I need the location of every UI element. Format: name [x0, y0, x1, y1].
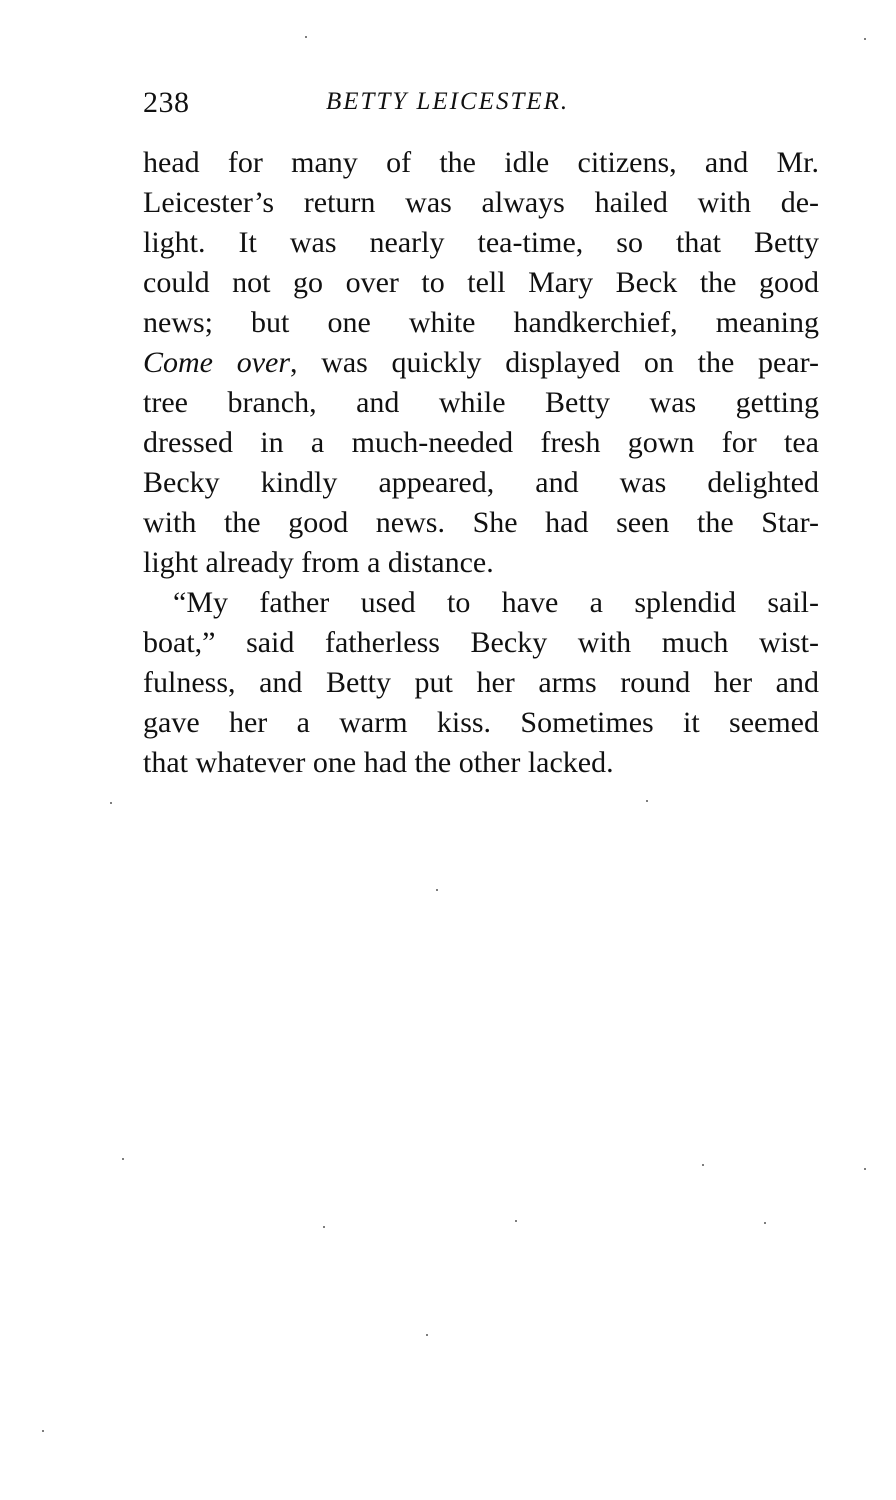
- text-line: light. It was nearly tea-time, so that Betty: [143, 226, 819, 259]
- text-line: with the good news. She had seen the Star-: [143, 506, 819, 539]
- paper-speck: [864, 38, 866, 40]
- text-line: boat,” said fatherless Becky with much wist-: [143, 626, 819, 659]
- text-line: Leicester’s return was always hailed with de-: [143, 186, 819, 219]
- text-line: dressed in a much-needed fresh gown for tea: [143, 426, 819, 459]
- paper-speck: [122, 1158, 124, 1160]
- text-line: gave her a warm kiss. Sometimes it seemed: [143, 706, 819, 739]
- running-title: BETTY LEICESTER.: [326, 88, 570, 115]
- paper-speck: [764, 1222, 766, 1224]
- text-line: Becky kindly appeared, and was delighted: [143, 466, 819, 499]
- text-line: tree branch, and while Betty was getting: [143, 386, 819, 419]
- text-line: [143, 343, 819, 383]
- paper-speck: [110, 802, 112, 804]
- paper-speck: [42, 1430, 44, 1432]
- text-line: news; but one white handkerchief, meaning: [143, 306, 819, 339]
- text-line: could not go over to tell Mary Beck the good: [143, 266, 819, 299]
- italic-phrase: Come over: [143, 346, 290, 379]
- paper-speck: [702, 1164, 704, 1166]
- page-header: [143, 86, 819, 120]
- text-line-rest: , was quickly displayed on the pear-: [290, 346, 819, 379]
- text-line: head for many of the idle citizens, and Mr.: [143, 146, 819, 179]
- paper-speck: [864, 1168, 866, 1170]
- paragraph-1: [143, 143, 819, 583]
- paper-speck: [305, 36, 307, 38]
- text-line: “My father used to have a splendid sail-: [173, 586, 819, 619]
- paper-speck: [436, 889, 438, 891]
- paragraph-2: [143, 583, 819, 783]
- paper-speck: [426, 1334, 428, 1336]
- text-line: light already from a distance.: [143, 546, 494, 579]
- paper-speck: [646, 800, 648, 802]
- paper-speck: [323, 1226, 325, 1228]
- page-number: 238: [143, 86, 190, 119]
- paper-speck: [515, 1220, 517, 1222]
- text-line: fulness, and Betty put her arms round her and: [143, 666, 819, 699]
- body-text: [143, 143, 819, 783]
- text-line: that whatever one had the other lacked.: [143, 746, 614, 779]
